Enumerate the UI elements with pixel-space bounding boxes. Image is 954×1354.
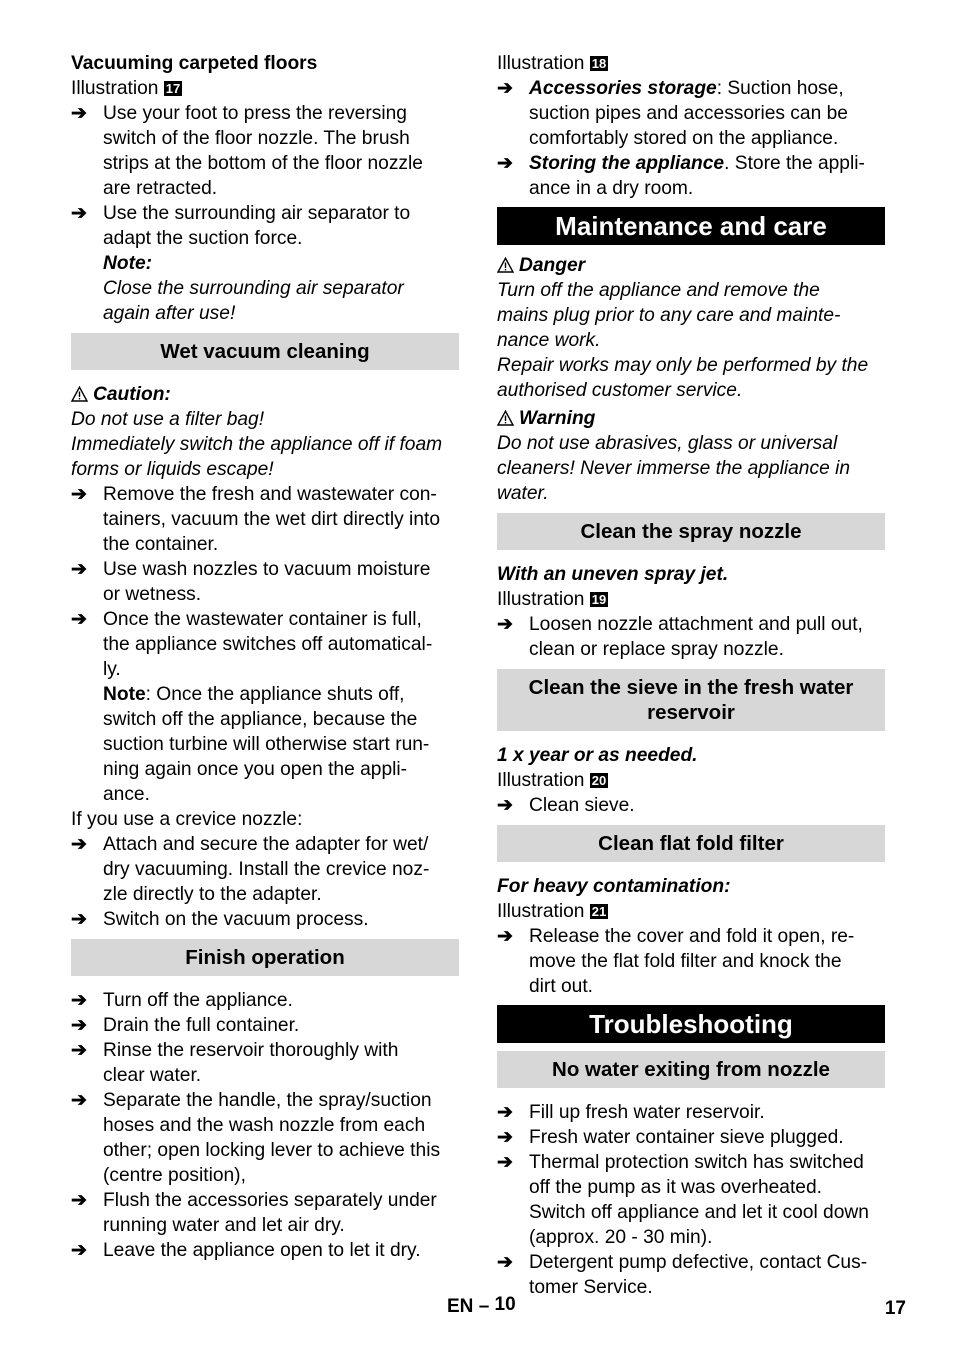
list-item	[71, 101, 459, 201]
note-line: Note: Once the appliance shuts off,	[103, 684, 405, 705]
text-line: Use the surrounding air separator to	[103, 203, 411, 224]
text-line: Clean sieve.	[529, 795, 635, 816]
arrow-right-icon: ➔	[497, 926, 514, 947]
note-text-line: ning again once you open the appli-	[103, 759, 408, 780]
warning-text-line: cleaners! Never immerse the appliance in	[497, 458, 851, 479]
step-list	[497, 1100, 885, 1300]
list-item: ➔ Accessories storage: Suction hose, suction pipes and accessories can be comfortably stored on the appliance.	[497, 78, 848, 149]
danger-text-line: authorised customer service.	[497, 380, 743, 401]
arrow-right-icon: ➔	[497, 153, 514, 174]
list-item-text	[529, 1125, 885, 1150]
text-line: zle directly to the adapter.	[103, 884, 322, 905]
text-line: or wetness.	[103, 584, 202, 605]
page-number: 17	[884, 1298, 906, 1319]
warning-triangle-icon	[71, 382, 93, 407]
illustration-number: 17	[165, 81, 181, 96]
illustration-ref: Illustration 19	[497, 589, 607, 610]
text-line: Detergent pump defective, contact Cus-	[529, 1252, 868, 1273]
caution-text-line: Do not use a filter bag!	[71, 409, 265, 430]
list-item-text	[103, 557, 459, 607]
section-heading-spray-nozzle: Clean the spray nozzle	[497, 513, 885, 550]
section-heading-no-water: No water exiting from nozzle	[497, 1051, 885, 1088]
step-list	[71, 101, 459, 251]
danger-text-line: mains plug prior to any care and mainte-	[497, 305, 841, 326]
text-line: Release the cover and fold it open, re-	[529, 926, 855, 947]
warning-triangle-icon	[497, 253, 519, 278]
arrow-right-icon: ➔	[71, 559, 88, 580]
list-item	[71, 201, 459, 251]
text-line: adapt the suction force.	[103, 228, 303, 249]
list-item-text	[103, 482, 459, 557]
text-line: switch of the floor nozzle. The brush	[103, 128, 410, 149]
list-item-text	[103, 1013, 459, 1038]
section-heading-wet-vacuum: Wet vacuum cleaning	[71, 333, 459, 370]
text-line: Turn off the appliance.	[103, 990, 293, 1011]
arrow-right-icon: ➔	[71, 609, 88, 630]
list-item	[71, 988, 459, 1013]
list-item-text	[103, 201, 459, 251]
text-line: Flush the accessories separately under	[103, 1190, 437, 1211]
list-item	[497, 924, 885, 999]
list-item	[497, 793, 885, 818]
caution-heading: Caution:	[71, 382, 459, 407]
warning-text-line: water.	[497, 483, 549, 504]
warning-heading: Warning	[497, 406, 885, 431]
arrow-right-icon: ➔	[497, 614, 514, 635]
text-line: Fresh water container sieve plugged.	[529, 1127, 844, 1148]
list-item	[71, 1088, 459, 1188]
text-line: Attach and secure the adapter for wet/	[103, 834, 429, 855]
arrow-right-icon: ➔	[71, 1240, 88, 1261]
step-list	[497, 793, 885, 818]
text-line: Remove the fresh and wastewater con-	[103, 484, 437, 505]
caution-text-line: Immediately switch the appliance off if foam	[71, 434, 443, 455]
arrow-right-icon: ➔	[71, 1090, 88, 1111]
illustration-number: 18	[591, 56, 607, 71]
danger-heading: Danger	[497, 253, 885, 278]
list-item-text	[103, 1238, 459, 1263]
list-item-text	[529, 793, 885, 818]
text-line: tomer Service.	[529, 1277, 653, 1298]
crevice-intro: If you use a crevice nozzle:	[71, 809, 303, 830]
arrow-right-icon: ➔	[71, 203, 88, 224]
arrow-right-icon: ➔	[497, 1102, 514, 1123]
note-text-line: suction turbine will otherwise start run-	[103, 734, 430, 755]
text-line: clean or replace spray nozzle.	[529, 639, 784, 660]
danger-text-line: Turn off the appliance and remove the	[497, 280, 820, 301]
step-list	[71, 482, 459, 682]
list-item-text	[529, 1250, 885, 1300]
list-item	[71, 1038, 459, 1088]
chapter-heading-troubleshooting: Troubleshooting	[497, 1005, 885, 1043]
note-label: Note:	[103, 253, 153, 274]
list-item	[71, 1238, 459, 1263]
step-list	[497, 924, 885, 999]
step-list	[71, 832, 459, 932]
arrow-right-icon: ➔	[497, 1152, 514, 1173]
list-item-text	[529, 924, 885, 999]
text-line: strips at the bottom of the floor nozzle	[103, 153, 423, 174]
text-line: (approx. 20 - 30 min).	[529, 1227, 713, 1248]
list-item-text	[529, 612, 885, 662]
text-line: Switch off appliance and let it cool down	[529, 1202, 869, 1223]
text-line: the appliance switches off automatical-	[103, 634, 433, 655]
list-item-text	[103, 988, 459, 1013]
section-heading-carpet: Vacuuming carpeted floors	[71, 53, 318, 74]
list-item	[71, 1013, 459, 1038]
text-line: dirt out.	[529, 976, 593, 997]
text-line: Use your foot to press the reversing	[103, 103, 407, 124]
arrow-right-icon: ➔	[71, 909, 88, 930]
section-heading-finish: Finish operation	[71, 939, 459, 976]
arrow-right-icon: ➔	[71, 834, 88, 855]
note-text-line: Close the surrounding air separator	[103, 278, 404, 299]
text-line: Switch on the vacuum process.	[103, 909, 369, 930]
text-line: the container.	[103, 534, 219, 555]
list-item	[71, 907, 459, 932]
text-line: move the flat fold filter and knock the	[529, 951, 842, 972]
illustration-ref: Illustration 17	[71, 78, 181, 99]
illustration-number: 21	[591, 904, 607, 919]
left-column	[71, 51, 459, 1263]
list-item	[497, 1250, 885, 1300]
danger-text-line: nance work.	[497, 330, 601, 351]
section-heading-flat-fold-filter: Clean flat fold filter	[497, 825, 885, 862]
illustration-number: 20	[591, 773, 607, 788]
list-item	[71, 1188, 459, 1238]
list-item-text	[103, 832, 459, 907]
illustration-ref: Illustration 20	[497, 770, 607, 791]
list-item-text	[103, 907, 459, 932]
arrow-right-icon: ➔	[71, 1040, 88, 1061]
text-line: hoses and the wash nozzle from each	[103, 1115, 426, 1136]
list-item	[497, 612, 885, 662]
list-item	[71, 557, 459, 607]
text-line: ly.	[103, 659, 121, 680]
illustration-ref: Illustration 21	[497, 901, 607, 922]
illustration-ref: Illustration 18	[497, 53, 607, 74]
list-item-text	[103, 1038, 459, 1088]
arrow-right-icon: ➔	[497, 1127, 514, 1148]
illustration-number: 19	[591, 592, 607, 607]
text-line: Once the wastewater container is full,	[103, 609, 422, 630]
text-line: Drain the full container.	[103, 1015, 300, 1036]
text-line: Use wash nozzles to vacuum moisture	[103, 559, 431, 580]
text-line: other; open locking lever to achieve this	[103, 1140, 441, 1161]
arrow-right-icon: ➔	[71, 1015, 88, 1036]
list-item	[71, 482, 459, 557]
warning-text-line: Do not use abrasives, glass or universal	[497, 433, 838, 454]
text-line: Leave the appliance open to let it dry.	[103, 1240, 421, 1261]
list-item	[497, 1100, 885, 1125]
note-text-line: switch off the appliance, because the	[103, 709, 418, 730]
danger-text-line: Repair works may only be performed by the	[497, 355, 869, 376]
condition-text: With an uneven spray jet.	[497, 564, 729, 585]
warning-triangle-icon	[497, 406, 519, 431]
arrow-right-icon: ➔	[71, 990, 88, 1011]
text-line: off the pump as it was overheated.	[529, 1177, 822, 1198]
list-item-text	[529, 1150, 885, 1250]
list-item	[71, 607, 459, 682]
list-item	[497, 1150, 885, 1250]
note-text-line: again after use!	[103, 303, 236, 324]
arrow-right-icon: ➔	[71, 484, 88, 505]
text-line: Separate the handle, the spray/suction	[103, 1090, 432, 1111]
section-heading-sieve: Clean the sieve in the fresh water reservoir	[497, 669, 885, 731]
text-line: are retracted.	[103, 178, 218, 199]
note-text-line: ance.	[103, 784, 150, 805]
footer-section-label: EN – 10	[447, 1294, 516, 1317]
step-list	[497, 612, 885, 662]
list-item	[71, 832, 459, 907]
text-line: Rinse the reservoir thoroughly with	[103, 1040, 399, 1061]
text-line: running water and let air dry.	[103, 1215, 345, 1236]
list-item-text	[529, 1100, 885, 1125]
condition-text: 1 x year or as needed.	[497, 745, 698, 766]
list-item: ➔ Storing the appliance. Store the appli- ance in a dry room.	[497, 153, 865, 199]
arrow-right-icon: ➔	[497, 1252, 514, 1273]
list-item-text	[103, 101, 459, 201]
list-item-text	[103, 1188, 459, 1238]
step-list	[71, 988, 459, 1263]
condition-text: For heavy contamination:	[497, 876, 731, 897]
arrow-right-icon: ➔	[497, 78, 514, 99]
caution-text-line: forms or liquids escape!	[71, 459, 274, 480]
text-line: Fill up fresh water reservoir.	[529, 1102, 765, 1123]
arrow-right-icon: ➔	[71, 103, 88, 124]
text-line: dry vacuuming. Install the crevice noz-	[103, 859, 430, 880]
arrow-right-icon: ➔	[71, 1190, 88, 1211]
text-line: (centre position),	[103, 1165, 246, 1186]
list-item-text	[103, 1088, 459, 1188]
text-line: clear water.	[103, 1065, 202, 1086]
arrow-right-icon: ➔	[497, 795, 514, 816]
text-line: Loosen nozzle attachment and pull out,	[529, 614, 863, 635]
right-column	[497, 51, 885, 1300]
list-item	[497, 1125, 885, 1150]
list-item-text	[103, 607, 459, 682]
text-line: tainers, vacuum the wet dirt directly into	[103, 509, 440, 530]
text-line: Thermal protection switch has switched	[529, 1152, 864, 1173]
chapter-heading-maintenance: Maintenance and care	[497, 207, 885, 245]
